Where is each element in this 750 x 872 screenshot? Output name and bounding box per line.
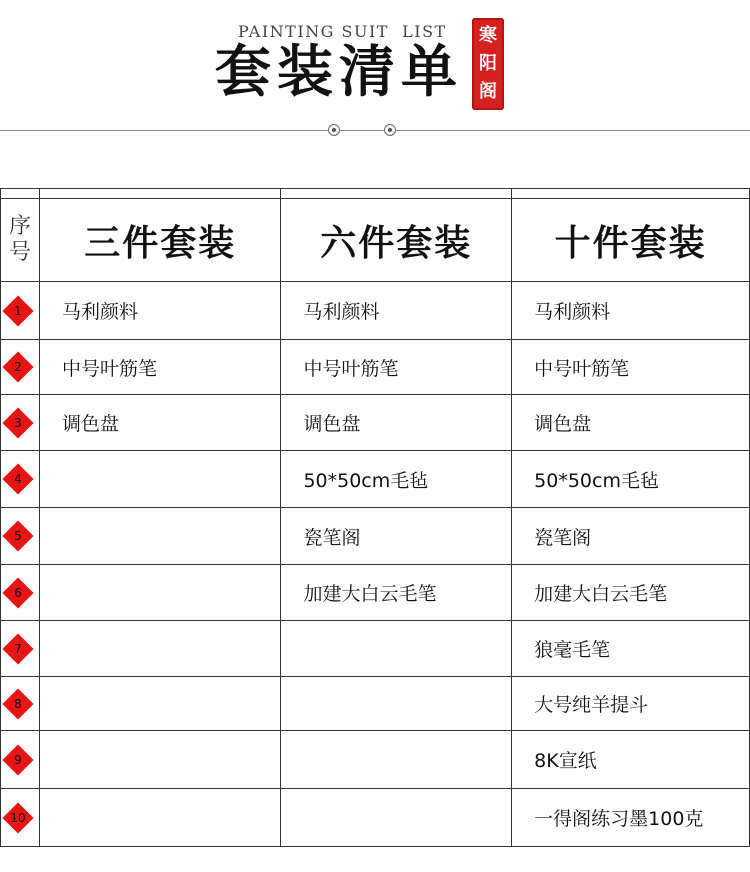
item-cell: 50*50cm毛毡 bbox=[281, 451, 512, 508]
row-number: 6 bbox=[14, 585, 22, 600]
item-cell bbox=[39, 565, 281, 621]
row-number-cell bbox=[1, 677, 40, 731]
seal-char: 阳 bbox=[479, 53, 497, 74]
item-cell: 中号叶筋笔 bbox=[512, 340, 750, 395]
divider-line bbox=[0, 130, 750, 131]
item-cell bbox=[281, 731, 512, 789]
table-row bbox=[1, 508, 750, 565]
seal-stamp bbox=[472, 18, 504, 110]
header bbox=[0, 0, 750, 150]
row-number: 4 bbox=[14, 472, 22, 486]
item-cell: 瓷笔阁 bbox=[512, 508, 750, 565]
item-cell: 马利颜料 bbox=[39, 282, 281, 340]
item-cell bbox=[281, 621, 512, 677]
table-row bbox=[1, 621, 750, 677]
item-cell: 瓷笔阁 bbox=[281, 508, 512, 565]
item-cell: 调色盘 bbox=[512, 395, 750, 451]
item-cell bbox=[39, 451, 281, 508]
row-number-cell bbox=[1, 565, 40, 621]
row-number: 2 bbox=[14, 360, 22, 374]
row-number-cell bbox=[1, 395, 40, 451]
column-header-ten-piece: 十件套装 bbox=[512, 199, 750, 282]
row-number-cell bbox=[1, 508, 40, 565]
index-header-char: 序 bbox=[8, 214, 31, 239]
item-cell bbox=[39, 621, 281, 677]
row-number-cell bbox=[1, 621, 40, 677]
item-cell bbox=[39, 508, 281, 565]
item-cell bbox=[281, 789, 512, 847]
page-title: 套装清单 bbox=[215, 39, 463, 105]
index-header bbox=[1, 199, 40, 282]
item-cell bbox=[39, 789, 281, 847]
item-cell: 8K宣纸 bbox=[512, 731, 750, 789]
column-header-six-piece: 六件套装 bbox=[281, 199, 512, 282]
item-cell: 加建大白云毛笔 bbox=[512, 565, 750, 621]
seal-char: 阁 bbox=[479, 81, 497, 102]
ornament-dot-icon bbox=[328, 124, 340, 136]
item-cell: 50*50cm毛毡 bbox=[512, 451, 750, 508]
row-number: 1 bbox=[14, 303, 22, 318]
table-top-strip bbox=[1, 189, 750, 199]
table-row bbox=[1, 395, 750, 451]
item-cell bbox=[39, 731, 281, 789]
row-number: 7 bbox=[14, 641, 22, 656]
row-number-cell bbox=[1, 451, 40, 508]
row-number: 8 bbox=[14, 696, 22, 711]
table-header-row bbox=[1, 199, 750, 282]
index-header-char: 号 bbox=[8, 240, 31, 265]
item-cell: 大号纯羊提斗 bbox=[512, 677, 750, 731]
table-row bbox=[1, 731, 750, 789]
item-cell: 马利颜料 bbox=[281, 282, 512, 340]
row-number: 3 bbox=[14, 415, 22, 430]
item-cell: 马利颜料 bbox=[512, 282, 750, 340]
item-cell: 狼毫毛笔 bbox=[512, 621, 750, 677]
row-number-cell bbox=[1, 731, 40, 789]
suit-list-table bbox=[0, 188, 750, 847]
row-number: 9 bbox=[14, 752, 22, 767]
item-cell: 中号叶筋笔 bbox=[39, 340, 281, 395]
table-row bbox=[1, 789, 750, 847]
item-cell bbox=[39, 677, 281, 731]
item-cell: 加建大白云毛笔 bbox=[281, 565, 512, 621]
item-cell: 中号叶筋笔 bbox=[281, 340, 512, 395]
item-cell bbox=[281, 677, 512, 731]
table-row bbox=[1, 282, 750, 340]
row-number-cell bbox=[1, 340, 40, 395]
item-cell: 一得阁练习墨100克 bbox=[512, 789, 750, 847]
column-header-three-piece: 三件套装 bbox=[39, 199, 281, 282]
row-number-cell bbox=[1, 282, 40, 340]
row-number-cell bbox=[1, 789, 40, 847]
table-row bbox=[1, 340, 750, 395]
row-number: 5 bbox=[14, 529, 22, 543]
item-cell: 调色盘 bbox=[281, 395, 512, 451]
item-cell: 调色盘 bbox=[39, 395, 281, 451]
table-row bbox=[1, 451, 750, 508]
row-number: 10 bbox=[10, 810, 26, 825]
table-row bbox=[1, 565, 750, 621]
seal-char: 寒 bbox=[479, 25, 497, 46]
table-row bbox=[1, 677, 750, 731]
ornament-dot-icon bbox=[384, 124, 396, 136]
subtitle: PAINTING SUIT LIST bbox=[238, 22, 447, 41]
